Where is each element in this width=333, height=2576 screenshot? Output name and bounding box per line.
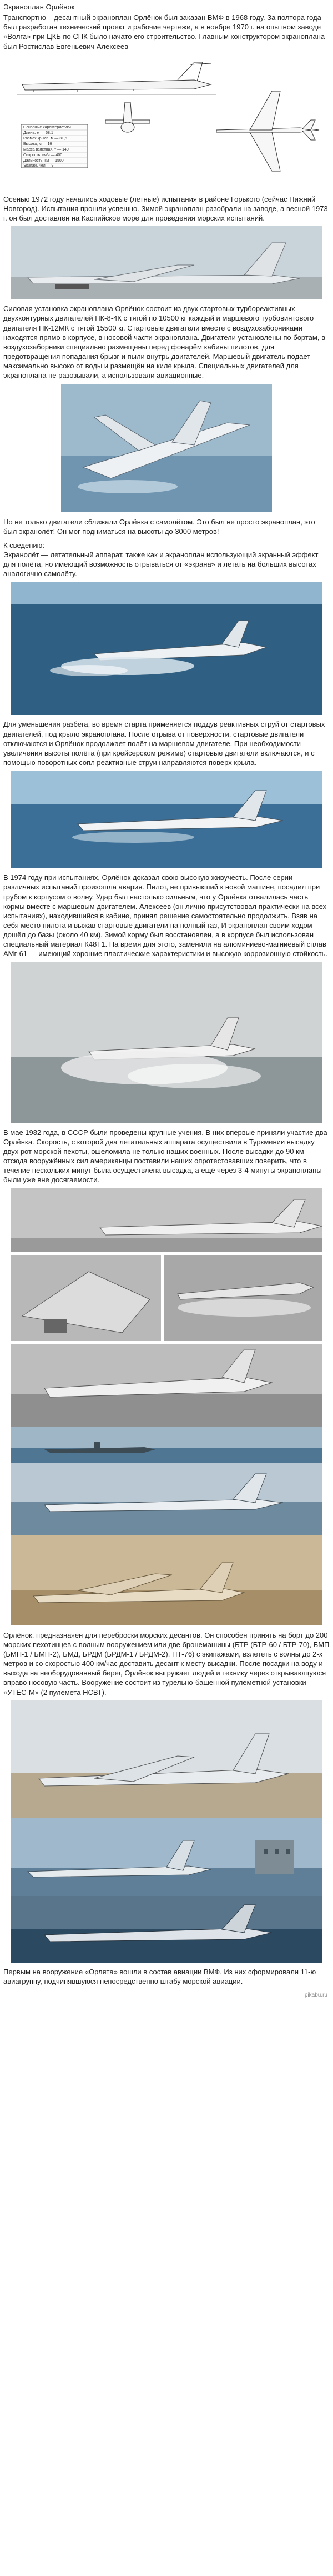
photo-ekranoplan-landing bbox=[11, 962, 322, 1123]
spec-line: Скорость, км/ч — 400 bbox=[23, 153, 63, 157]
photo-ekranoplan-sepia bbox=[11, 1535, 322, 1625]
source-watermark: pikabu.ru bbox=[304, 1992, 327, 1998]
photo-ekranoplan-dark-sea bbox=[11, 1896, 322, 1963]
paragraph-ekranolet: Но не только двигатели сближали Орлёнка с самолётом. Это был не просто экраноплан, это был экранолёт! Он мог подниматься на высоты до 3000 метров! bbox=[3, 517, 315, 536]
technical-drawing-illustration bbox=[11, 58, 322, 190]
photo-ekranoplan-cruise bbox=[11, 771, 322, 868]
photo-ekranoplan-ground bbox=[11, 226, 322, 299]
photo-ekranoplan-spray bbox=[11, 582, 322, 715]
spec-line: Экипаж, чел — 9 bbox=[23, 163, 54, 168]
photo-ship-at-sea bbox=[11, 1427, 322, 1463]
paragraph-takeoff: Для уменьшения разбега, во время старта применяется поддув реактивных струй от стартовых двигателей, под крыло экраноплана. После отрыва от поверхности, стартовые двигатели отключаются и Орлёнок продолжает полёт на маршевом двигателе. При необходимости увеличения высоты полёта (при крейсерском режиме) стартовые двигатели включаются, и с помощью поворотных сопл реактивные струи направляются поверх крыла. bbox=[3, 720, 325, 767]
spec-line: Размах крыла, м — 31,5 bbox=[23, 136, 67, 141]
spec-line: Длина, м — 58,1 bbox=[23, 131, 53, 135]
photo-ekranoplan-water bbox=[11, 1463, 322, 1535]
spec-line: Высота, м — 16 bbox=[23, 142, 52, 146]
spec-line: Масса взлётная, т — 140 bbox=[23, 147, 69, 152]
paragraph-service: Первым на вооружение «Орлята» вошли в состав авиации ВМФ. Из них сформировали 11-ю авиагруппу, подчинявшуюся непосредственно штабу морской авиации. bbox=[3, 1967, 316, 1985]
paragraph-definition: К сведению: Экранолёт — летательный аппарат, также как и экраноплан использующий экранный эффект для полёта, но имеющий возможность отрываться от «экрана» и летать на больших высотах аналогично самолёту. bbox=[3, 541, 319, 578]
photo-ekranoplan-flight bbox=[61, 384, 272, 512]
photo-ekranoplan-base bbox=[11, 1818, 322, 1896]
paragraph-accident: В 1974 году при испытаниях, Орлёнок доказал свою высокую живучесть. После серии различных испытаний произошла авария. Пилот, не привыкший к новой машине, посадил при грубом к корпусом о волну. Удар был настолько сильным, что у Орлёнка отвалилась часть кормы вместе с маршевым двигателем. Алексеев (он лично присутствовал практически на всех испытаниях), находившийся в кабине, принял решение самостоятельно продолжить. Взяв на себя место пилота и выжав стартовые двигатели на полный газ, И экраноплан своим ходом дошёл до базы (около 40 км). Зимой корму был восстановлен, а в корпусе был использован специальный материал К48Т1. На время для этого, заменили на алюминиево-магниевый сплав АМг-61 — имеющий хорошие пластические характеристики и высокую коррозионную стойкость. bbox=[3, 873, 328, 958]
spec-line: Основные характеристики bbox=[23, 125, 71, 129]
photo-collage-monochrome bbox=[11, 1188, 322, 1427]
paragraph-exercises: В мае 1982 года, в СССР были проведены крупные учения. В них впервые приняли участие два Орлёнка. Скорость, с которой два летательных аппарата осуществили в Туркмении высадку двух рот морской пехоты, ошеломила не только наших военных. После высадки до 90 км отсюда вооружённых сил американцы поставили наших опротестовавших поверить, что в течение нескольких минут была осуществлена высадка, а ещё через 3-4 минуты экранопланы были уже вне досягаемости. bbox=[3, 1128, 327, 1184]
paragraph-powerplant: Силовая установка экраноплана Орлёнок состоит из двух стартовых турбореактивных двухконтурных двигателей НК-8-4К с тягой по 10500 кг каждый и маршевого турбовинтового двигателя НК-12МК с тягой 15500 кг. Стартовые двигатели вместе с воздухозаборниками находятся прямо в корпусе, в носовой части экраноплана. Двигатели установлены по бортам, в воздухозаборники специально размещены перед фонарём кабины пилотов, для предотвращения попадания брызг и пыли внутрь двигателей. Маршевый двигатель подает максимально высоко от воды и размещён на киле крыла. Специальных двигателей для экраноплана не разозывали, а использовали авиационные. bbox=[3, 304, 325, 380]
article-title: Экраноплан Орлёнок bbox=[3, 3, 75, 11]
paragraph-purpose: Орлёнок, предназначен для переброски морских десантов. Он способен принять на борт до 200 морских пехотинцев с полным вооружением или две бронемашины (БТР (БТР-60 / БТР-70), БМП (БМП-1 / БМП-2), БМД, БРДМ (БРДМ-1 / БРДМ-2), ПТ-76) с экипажами, взлететь с волны до 2-х метров и со скоростью 400 км/час доставить десант к месту высадки. После посадки на воду и выхода на необорудованный берег, Орлёнок выгружает людей и технику через открывающуюся вправо носовую часть. Вооружение состоит из турельно-башенной пулеметной установки «УТЁС-М» (2 пулемета НСВТ). bbox=[3, 1630, 330, 1697]
photo-technical-drawing bbox=[11, 58, 322, 190]
spec-line: Дальность, км — 1500 bbox=[23, 158, 64, 163]
paragraph-intro: Транспортно – десантный экраноплан Орлёнок был заказан ВМФ в 1968 году. За полтора года был разработан технический проект и рабочие чертежи, а в ноябре 1970 г. на опытном заводе «Волга» при ЦКБ по СПК было начато его строительство. Главным конструктором экраноплана был Ростислав Евгеньевич Алексеев bbox=[3, 13, 325, 51]
photo-ekranoplan-beach bbox=[11, 1700, 322, 1818]
paragraph-trials: Осенью 1972 году начались ходовые (летные) испытания в районе Горького (сейчас Нижний Новгород). Испытания прошли успешно. Зимой экраноплан разобрали на заводе, а весной 1973 г. он был доставлен на Каспийское море для проведения морских испытаний. bbox=[3, 194, 328, 223]
